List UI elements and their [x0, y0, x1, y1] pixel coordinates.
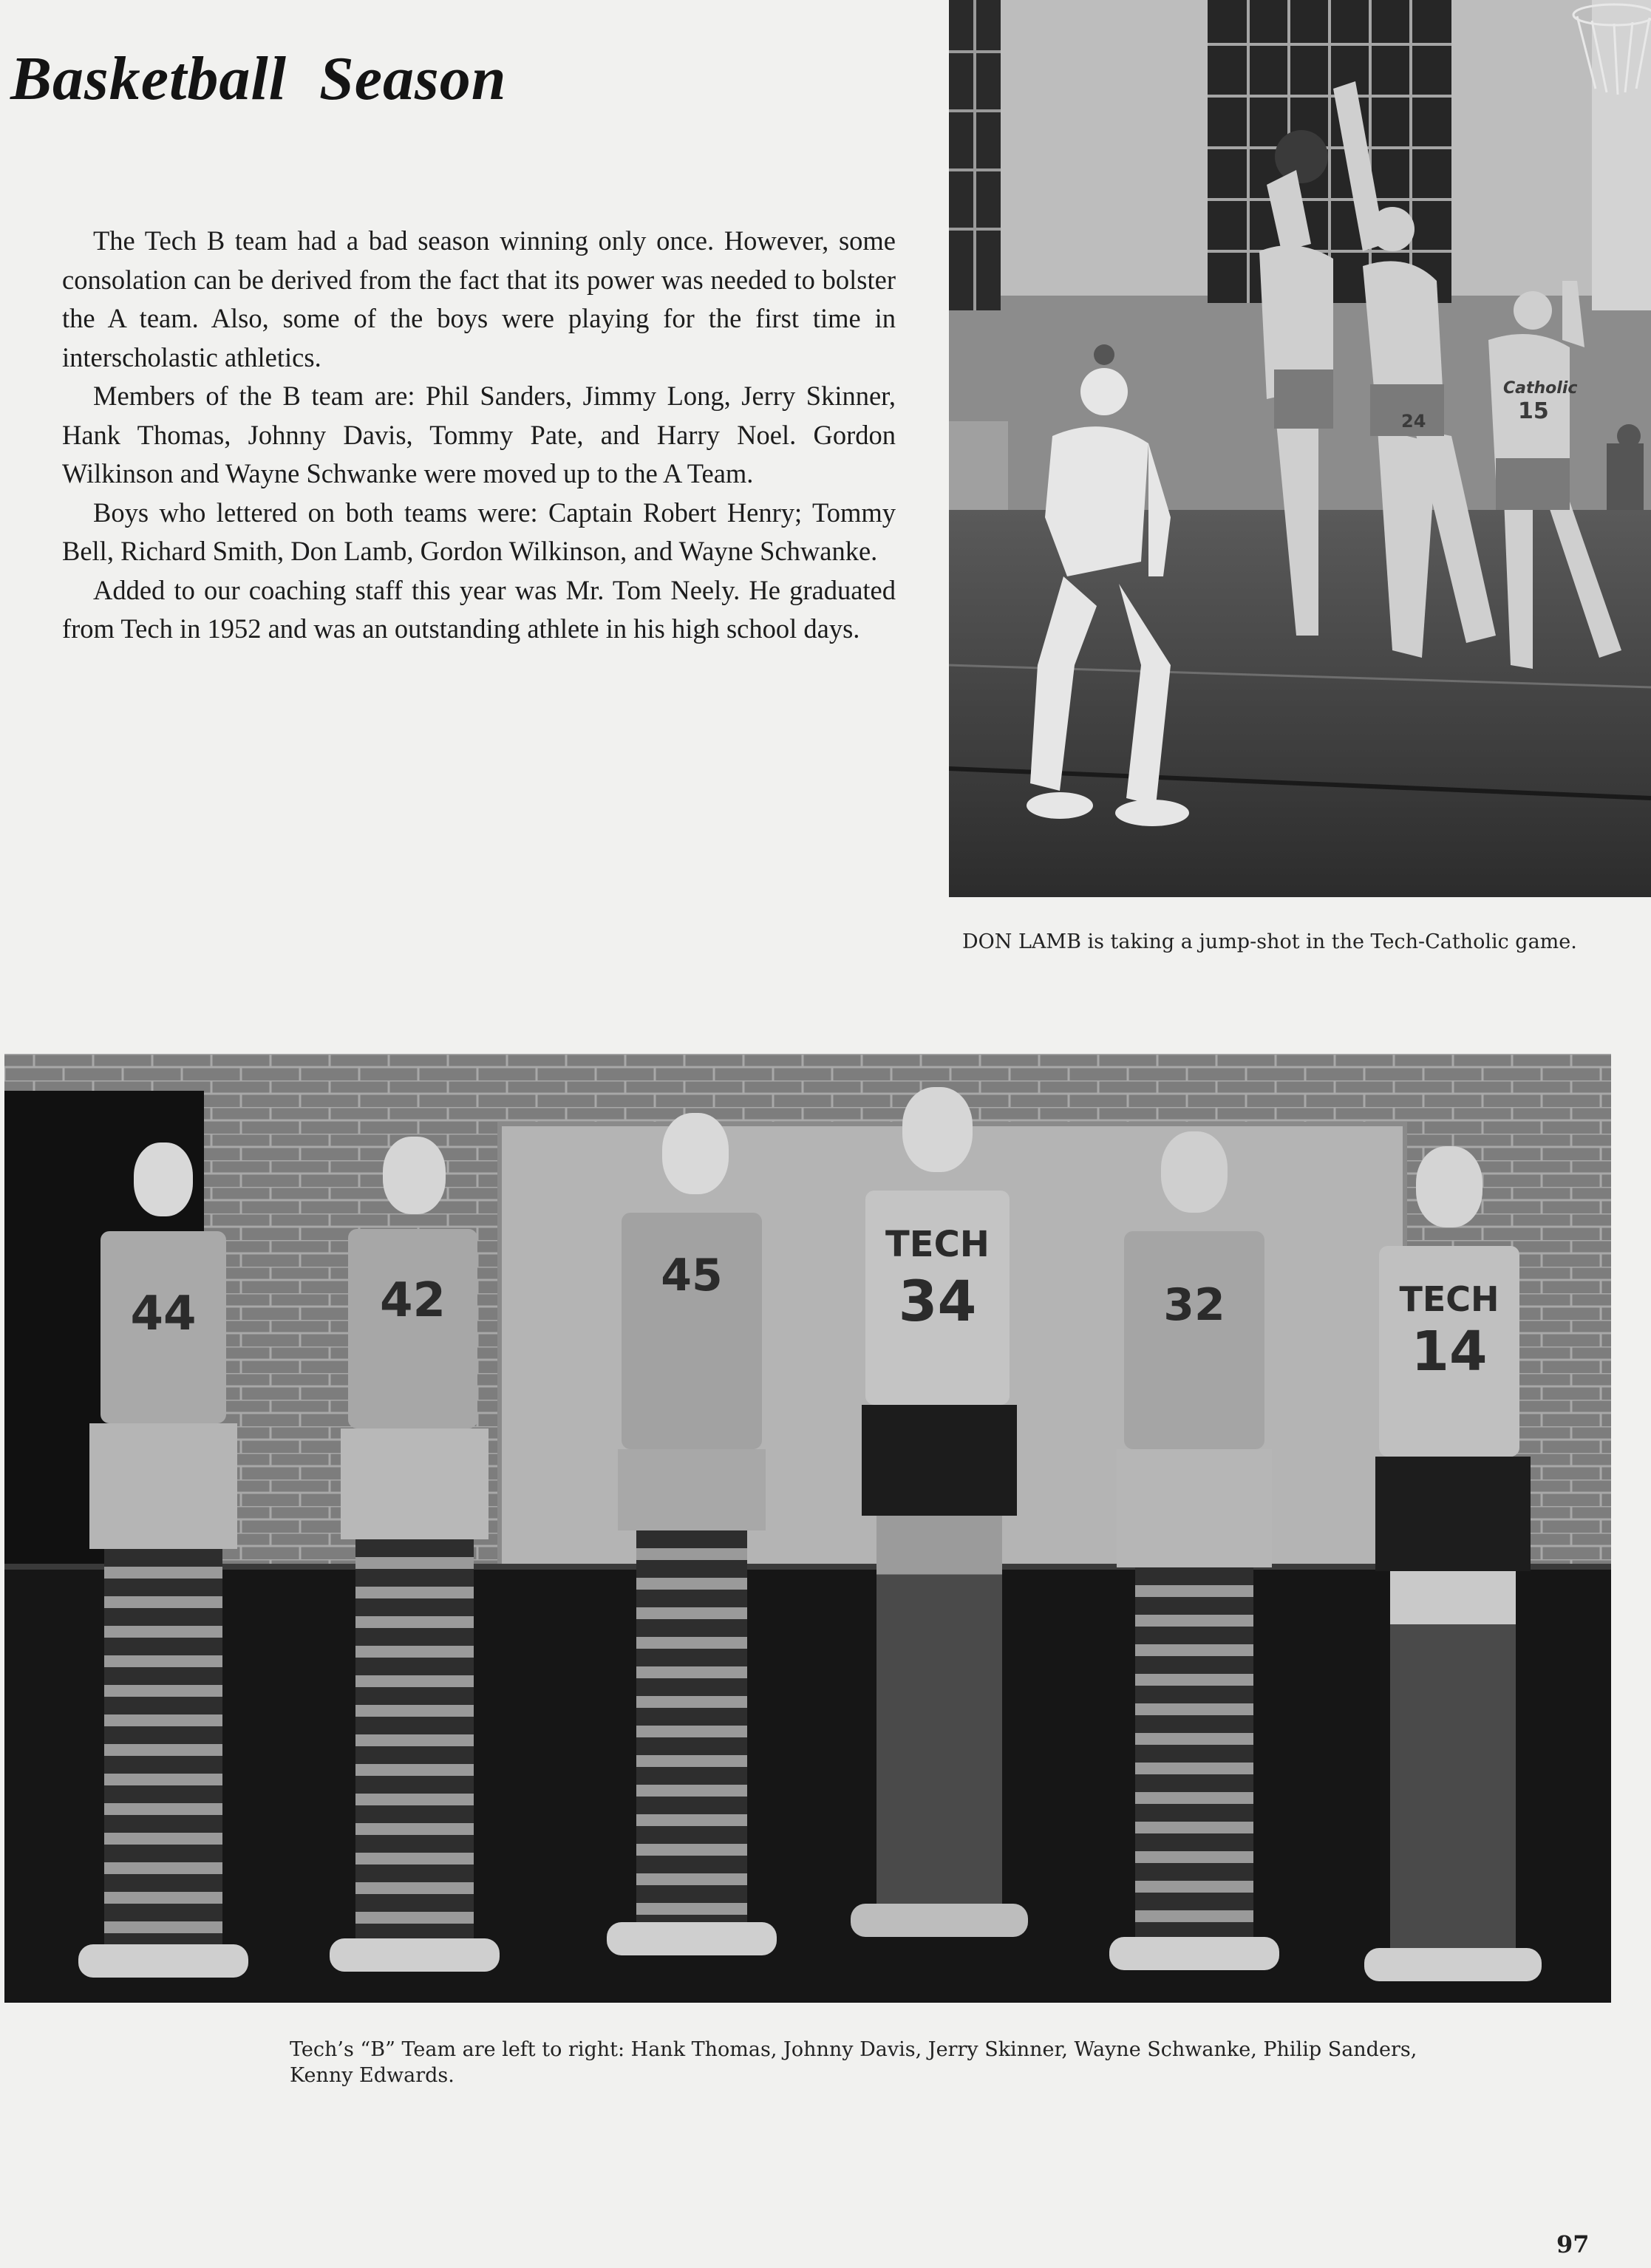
player-shoes — [851, 1904, 1028, 1937]
player-shoes — [330, 1938, 500, 1972]
paragraph-4: Added to our coaching staff this year was Mr. Tom Neely. He graduated from Tech in 1952 and was an outstanding athlete in his high school days. — [62, 574, 896, 644]
player-jersey — [348, 1229, 477, 1428]
player-jersey-number: 44 — [130, 1287, 197, 1341]
player-head — [1161, 1131, 1228, 1213]
player-shoes — [1364, 1948, 1542, 1981]
player-legs — [636, 1530, 747, 1926]
player-legs — [1135, 1567, 1253, 1941]
player-jersey-number: 45 — [661, 1250, 723, 1301]
player-shorts — [89, 1423, 237, 1549]
action-jersey-number-15: 15 — [1518, 398, 1549, 424]
paragraph-2: Members of the B team are: Phil Sanders, Jimmy Long, Jerry Skinner, Hank Thomas, Johnny Davis, Tommy Pate, and Harry Noel. Gordon Wilkinson and Wayne Schwanke were moved up to the A Team. — [62, 381, 896, 488]
player-legs — [876, 1516, 1002, 1907]
team-photo — [4, 1054, 1611, 2003]
player-jersey — [1124, 1231, 1264, 1449]
player-shorts — [1375, 1457, 1531, 1571]
player-kenny-edwards — [1335, 1146, 1564, 1989]
player-legs — [1390, 1571, 1516, 1952]
player-johnny-davis — [300, 1137, 522, 1979]
article-text — [62, 222, 896, 649]
paragraph-3: Boys who lettered on both teams were: Captain Robert Henry; Tommy Bell, Richard Smith, Don Lamb, Gordon Wilkinson, and Wayne Schwanke. — [62, 497, 896, 566]
player-head — [1416, 1146, 1483, 1227]
action-photo-image — [949, 0, 1651, 897]
player-shorts — [1117, 1449, 1272, 1567]
paragraph-1: The Tech B team had a bad season winning only once. However, some consolation can be derived from the fact that its power was needed to bolster the A team. Also, some of the boys were playing for the first time in interscholastic athletics. — [62, 225, 896, 372]
player-shoes — [607, 1922, 777, 1955]
player-jersey-text: TECH — [1399, 1279, 1499, 1319]
player-jersey-number: 32 — [1163, 1279, 1225, 1331]
player-jersey — [622, 1213, 762, 1449]
team-photo-caption: Tech’s “B” Team are left to right: Hank Thomas, Johnny Davis, Jerry Skinner, Wayne Schwanke, Philip Sanders, Kenny Edwards. — [290, 2038, 1417, 2087]
player-shorts — [341, 1428, 489, 1539]
player-jersey-text: TECH — [885, 1224, 990, 1265]
player-shoes — [78, 1944, 248, 1978]
player-wayne-schwanke — [817, 1087, 1054, 1966]
player-legs — [355, 1539, 474, 1942]
player-head — [902, 1087, 973, 1172]
player-legs — [104, 1549, 222, 1948]
player-shorts — [618, 1449, 766, 1530]
action-photo — [949, 0, 1651, 897]
player-jersey-number: 42 — [379, 1273, 446, 1328]
action-jersey-number-24: 24 — [1401, 411, 1426, 432]
player-jersey-number: 14 — [1411, 1320, 1488, 1383]
player-shorts — [862, 1405, 1017, 1516]
player-head — [662, 1113, 729, 1194]
player-row — [4, 1054, 1611, 2003]
player-jersey-number: 34 — [898, 1268, 977, 1334]
player-jerry-skinner — [581, 1113, 803, 1970]
action-jersey-text: Catholic — [1503, 379, 1578, 398]
player-head — [134, 1142, 193, 1216]
player-shoes — [1109, 1937, 1279, 1970]
page-title: Basketball Season — [10, 44, 507, 113]
player-head — [383, 1137, 446, 1214]
player-hank-thomas — [56, 1142, 270, 1978]
player-philip-sanders — [1083, 1131, 1305, 1981]
action-photo-caption: DON LAMB is taking a jump-shot in the Tech-Catholic game. — [962, 930, 1577, 953]
page-number: 97 — [1556, 2230, 1590, 2258]
